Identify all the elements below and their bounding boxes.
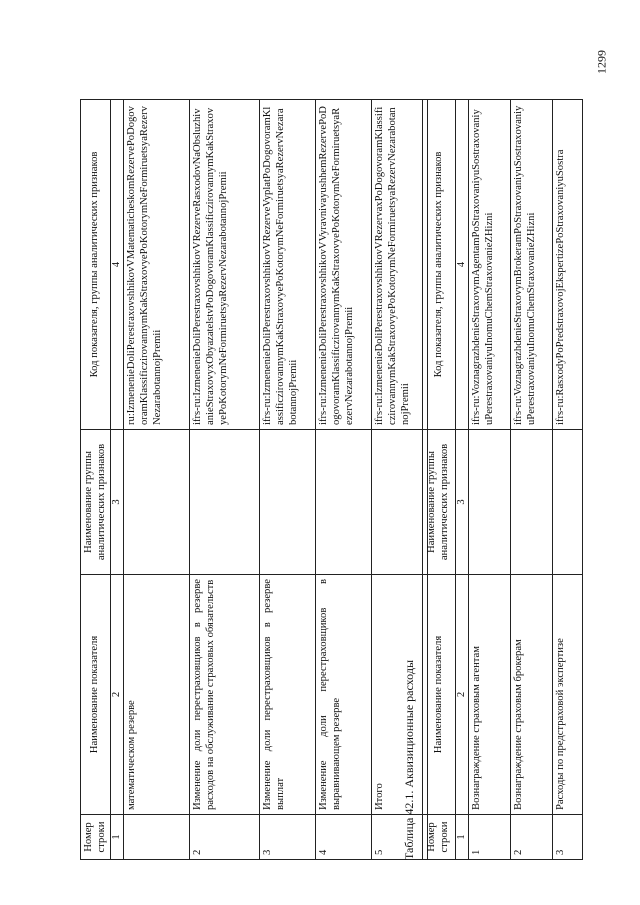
table-row: [316, 100, 372, 860]
table-row: [260, 100, 316, 860]
table-row: [124, 100, 190, 860]
indicator-code: ifrs-ru:IzmenenieDoliPerestraxovshhikovVVyravnivayushhemRezervePoDogovoramKlassificzirovannymKakStraxovyePoKotorymNeFormiruetsyaRezervNezarabotannojPremii: [316, 100, 372, 430]
column-number: 2: [456, 575, 469, 815]
row-number: [124, 815, 190, 860]
header-indicator-code: Код показателя, группы аналитических признаков: [423, 100, 456, 430]
row-number: 2: [190, 815, 260, 860]
indicator-code: ifrs-ru:IzmenenieDoliPerestraxovshhikovVRezerveVyplatPoDogovoramKlassificzirovannymKakStraxovyePoKotorymNeFormiruetsyaRezervNezarabotannojPremii: [260, 100, 316, 430]
indicator-name: Вознаграждение страховым брокерам: [511, 575, 553, 815]
indicator-name: математическом резерве: [124, 575, 190, 815]
group-name: [511, 430, 553, 575]
header-indicator-name: Наименование показателя: [423, 575, 456, 815]
indicator-name: Вознаграждение страховым агентам: [469, 575, 511, 815]
indicator-code: ru:IzmenenieDoliPerestraxovshhikovVMatematicheskomRezervePoDogovoramKlassificzirovannymKakStraxovyePoKotorymNeFormiruetsyaRezervNezarabotannojPremii: [124, 100, 190, 430]
indicator-table-continued: [80, 99, 428, 860]
indicator-code: ifrs-ru:IzmenenieDoliPerestraxovshhikovVRezerveRasxodovNaObsluzhivanieStraxovyxObyazatelstvPoDogovoramKlassificzirovannymKakStraxovyePoKotorymNeFormiruetsyaRezervNezarabotannojPremii: [190, 100, 260, 430]
table-row: [372, 100, 428, 860]
group-name: [372, 430, 428, 575]
rotated-page-content: [80, 100, 580, 860]
column-number: 3: [111, 430, 124, 575]
group-name: [124, 430, 190, 575]
indicator-code: ifrs-ru:VoznagrazhdenieStraxovymBrokeramPoStraxovaniyuSostraxovaniyuPerestraxovaniyuInomuChemStraxovanieZHizni: [511, 100, 553, 430]
indicator-name: Изменение доли перестраховщиков в выравнивающем резерве: [316, 575, 372, 815]
column-number-row: [456, 100, 469, 860]
indicator-name: Изменение доли перестраховщиков в резерве выплат: [260, 575, 316, 815]
table-header-row: [423, 100, 456, 860]
table-row: [511, 100, 553, 860]
header-row-number: Номер строки: [81, 815, 111, 860]
page-number: 1299: [594, 50, 609, 74]
indicator-name: Итого: [372, 575, 428, 815]
table-row: [553, 100, 583, 860]
row-number: 3: [553, 815, 583, 860]
indicator-name: Изменение доли перестраховщиков в резерве расходов на обслуживание страховых обязательств: [190, 575, 260, 815]
table-row: [469, 100, 511, 860]
group-name: [469, 430, 511, 575]
column-number: 2: [111, 575, 124, 815]
indicator-code: ifrs-ru:IzmenenieDoliPerestraxovshhikovVRezervaxPoDogovoramKlassificzirovannymKakStraxovyePoKotorymNeFormiruetsyaRezervNezarabotannojPremii: [372, 100, 428, 430]
column-number: 3: [456, 430, 469, 575]
indicator-code: ifrs-ru:VoznagrazhdenieStraxovymAgentamPoStraxovaniyuSostraxovaniyuPerestraxovaniyuInomuChemStraxovanieZHizni: [469, 100, 511, 430]
header-group-name: Наименование группы аналитических признаков: [423, 430, 456, 575]
table-caption: Таблица 42.1. Аквизиционные расходы: [402, 659, 416, 860]
group-name: [316, 430, 372, 575]
header-indicator-code: Код показателя, группы аналитических признаков: [81, 100, 111, 430]
row-number: 5: [372, 815, 428, 860]
row-number: 1: [469, 815, 511, 860]
indicator-name: Расходы по предстраховой экспертизе: [553, 575, 583, 815]
column-number: 1: [111, 815, 124, 860]
header-indicator-name: Наименование показателя: [81, 575, 111, 815]
group-name: [553, 430, 583, 575]
table-row: [190, 100, 260, 860]
indicator-code: ifrs-ru:RasxodyPoPredstraxovojEkspertizePoStraxovaniyuSostra: [553, 100, 583, 430]
row-number: 2: [511, 815, 553, 860]
row-number: 3: [260, 815, 316, 860]
acquisition-costs-table: [422, 99, 583, 860]
group-name: [190, 430, 260, 575]
table-header-row: [81, 100, 111, 860]
row-number: 4: [316, 815, 372, 860]
header-row-number: Номер строки: [423, 815, 456, 860]
column-number: 1: [456, 815, 469, 860]
column-number-row: [111, 100, 124, 860]
column-number: 4: [456, 100, 469, 430]
header-group-name: Наименование группы аналитических признаков: [81, 430, 111, 575]
column-number: 4: [111, 100, 124, 430]
group-name: [260, 430, 316, 575]
